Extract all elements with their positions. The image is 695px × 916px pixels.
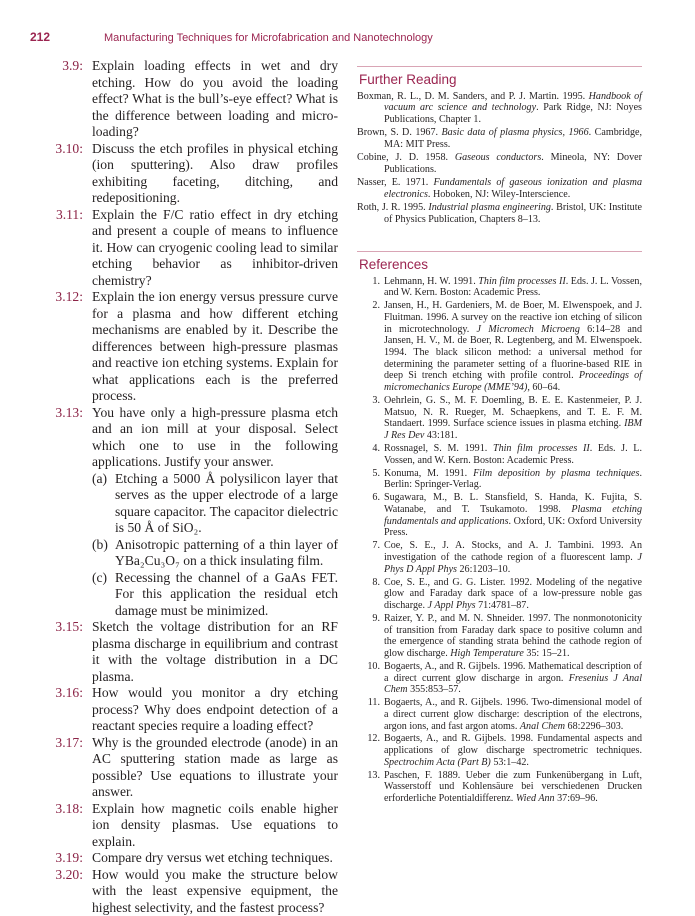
citation-text: 37:69–96. bbox=[555, 793, 598, 804]
citation-text: Coe, S. E., and G. G. Lister. 1992. Modeling of the negative glow and Faraday dark space of a low-pressure noble gas discharge. bbox=[384, 577, 642, 611]
further-reading-entry bbox=[357, 177, 642, 200]
question-item bbox=[44, 405, 338, 620]
citation-text: 355:853–57. bbox=[408, 684, 461, 695]
reference-text bbox=[384, 300, 642, 394]
references-list bbox=[357, 276, 642, 805]
citation-text: Brown, S. D. 1967. bbox=[357, 127, 442, 138]
reference-entry bbox=[357, 300, 642, 394]
question-subitem bbox=[92, 537, 338, 570]
further-reading-entry bbox=[357, 127, 642, 150]
citation-text: Cobine, J. D. 1958. bbox=[357, 152, 455, 163]
reference-number: 10. bbox=[357, 661, 384, 696]
reference-number: 13. bbox=[357, 770, 384, 805]
citation-text: Bogaerts, A., and R. Gijbels. 1996. Mathematical description of a direct current glow discharge in argon. bbox=[384, 661, 642, 684]
question-number: 3.13: bbox=[44, 405, 92, 620]
question-body bbox=[92, 207, 338, 290]
question-item bbox=[44, 801, 338, 851]
citation-text: Lehmann, H. W. 1991. bbox=[384, 276, 478, 287]
question-number: 3.12: bbox=[44, 289, 92, 405]
citation-text: Bogaerts, A., and R. Gijbels. 1998. Fundamental aspects and applications of glow discharge spectrometric techniques. bbox=[384, 733, 642, 756]
subitem-label: (b) bbox=[92, 537, 115, 570]
further-reading-heading: Further Reading bbox=[359, 74, 642, 86]
citation-text: 26:1203–10. bbox=[457, 564, 510, 575]
reference-text bbox=[384, 540, 642, 575]
citation-text: Raizer, Y. P., and M. N. Shneider. 1997. The nonmonotonicity of transition from Faraday dark space to positive column and the emergence of standing strata behind the cathode region of glow discharge. bbox=[384, 613, 642, 659]
citation-text: . Eds. J. L. Vossen, and W. Kern. Boston: Academic Press. bbox=[384, 276, 642, 299]
citation-text: 68:2296–303. bbox=[565, 721, 623, 732]
reference-number: 11. bbox=[357, 697, 384, 732]
question-number: 3.18: bbox=[44, 801, 92, 851]
citation-text: . Cambridge, MA: MIT Press. bbox=[384, 127, 642, 150]
citation-text: , 60–64. bbox=[527, 382, 560, 393]
question-body bbox=[92, 801, 338, 851]
reference-number: 12. bbox=[357, 733, 384, 768]
question-item bbox=[44, 207, 338, 290]
citation-text: Oehrlein, G. S., M. F. Doemling, B. E. E. Kastenmeier, P. J. Matsuo, N. R. Rueger, M. Schaepkens, and T. E. F. M. Standaert. 1999. Surface science issues in plasma etching. bbox=[384, 395, 642, 429]
subitem-label: (a) bbox=[92, 471, 115, 537]
publication-title: J Phys D Appl Phys bbox=[384, 552, 642, 575]
reference-text bbox=[384, 697, 642, 732]
reference-entry bbox=[357, 577, 642, 612]
question-number: 3.9: bbox=[44, 58, 92, 141]
running-header bbox=[30, 30, 433, 44]
reference-entry bbox=[357, 540, 642, 575]
citation-text: Sugawara, M., B. L. Stansfield, S. Handa, K. Fujita, S. Watanabe, and T. Tsukamoto. 1998. bbox=[384, 492, 642, 515]
further-reading-entry bbox=[357, 152, 642, 175]
citation-text: 43:181. bbox=[424, 430, 457, 441]
reference-number: 9. bbox=[357, 613, 384, 660]
citation-text: . Hoboken, NJ: Wiley-Interscience. bbox=[428, 189, 570, 200]
citation-text: 71:4781–87. bbox=[476, 600, 529, 611]
publication-title: Wied Ann bbox=[516, 793, 555, 804]
subitem-text: Recessing the channel of a GaAs FET. For this application the residual etch damage must be minimized. bbox=[115, 570, 338, 620]
publication-title: Fresenius J Anal Chem bbox=[384, 673, 642, 696]
question-text: How would you make the structure below with the least expensive equipment, the highest selectivity, and the fastest process? bbox=[92, 867, 338, 916]
question-body bbox=[92, 735, 338, 801]
reference-text bbox=[384, 661, 642, 696]
question-item bbox=[44, 867, 338, 916]
citation-text: Paschen, F. 1889. Ueber die zum Funkenübergang in Luft, Wasserstoff und Kohlensäure bei verschiedenen Drucken erforderliche Potentialdifferenz. bbox=[384, 770, 642, 804]
reference-entry bbox=[357, 697, 642, 732]
reference-text bbox=[384, 577, 642, 612]
question-number: 3.16: bbox=[44, 685, 92, 735]
publication-title: J Micromech Microeng bbox=[477, 324, 580, 335]
reference-number: 7. bbox=[357, 540, 384, 575]
publication-title: Fundamentals of gaseous ionization and plasma electronics bbox=[384, 177, 642, 200]
question-number: 3.17: bbox=[44, 735, 92, 801]
reference-entry bbox=[357, 443, 642, 466]
publication-title: Spectrochim Acta (Part B) bbox=[384, 757, 491, 768]
question-number: 3.20: bbox=[44, 867, 92, 916]
reference-text bbox=[384, 492, 642, 539]
question-item bbox=[44, 850, 338, 867]
reference-number: 2. bbox=[357, 300, 384, 394]
right-column bbox=[357, 66, 642, 806]
page-number: 212 bbox=[30, 30, 104, 44]
question-body bbox=[92, 685, 338, 735]
citation-text: . Park Ridge, NJ: Noyes Publications, Chapter 1. bbox=[384, 102, 642, 125]
question-item bbox=[44, 735, 338, 801]
question-item bbox=[44, 685, 338, 735]
question-body bbox=[92, 289, 338, 405]
further-reading-entry bbox=[357, 202, 642, 225]
question-subitem bbox=[92, 570, 338, 620]
reference-entry bbox=[357, 661, 642, 696]
citation-text: Coe, S. E., J. A. Stocks, and A. J. Tambini. 1993. An investigation of the cathode region of a fluorescent lamp. bbox=[384, 540, 642, 563]
citation-text: . Bristol, UK: Institute of Physics Publication, Chapters 8–13. bbox=[384, 202, 642, 225]
question-body bbox=[92, 58, 338, 141]
question-number: 3.19: bbox=[44, 850, 92, 867]
citation-text: Konuma, M. 1991. bbox=[384, 468, 473, 479]
question-item bbox=[44, 619, 338, 685]
reference-text bbox=[384, 468, 642, 491]
question-body bbox=[92, 141, 338, 207]
citation-text: Bogaerts, A., and R. Gijbels. 1996. Two-dimensional model of a direct current glow discharge: description of the electrons, argon ions, and fast argon atoms. bbox=[384, 697, 642, 731]
publication-title: IBM J Res Dev bbox=[384, 418, 642, 441]
reference-text bbox=[384, 276, 642, 299]
exercise-questions bbox=[44, 58, 338, 916]
question-text: You have only a high-pressure plasma etch and an ion mill at your disposal. Select which one to use in the following applications. Justify your answer. bbox=[92, 405, 338, 471]
citation-text: Jansen, H., H. Gardeniers, M. de Boer, M. Elwenspoek, and J. Fluitman. 1996. A survey on the reactive ion etching of silicon in microtechnology. bbox=[384, 300, 642, 334]
question-text: Sketch the voltage distribution for an RF plasma discharge in equilibrium and contrast it with the voltage distribution in a DC plasma. bbox=[92, 619, 338, 685]
section-divider bbox=[357, 66, 642, 67]
citation-text: . Berlin: Springer-Verlag. bbox=[384, 468, 642, 491]
publication-title: Thin film processes II bbox=[493, 443, 590, 454]
question-text: Discuss the etch profiles in physical etching (ion sputtering). Also draw profiles exhibiting faceting, ditching, and redepositioning. bbox=[92, 141, 338, 207]
citation-text: 6:14–28 and Jansen, H. V., M. de Boer, R. Legtenberg, and M. Elwenspoek. 1994. The black silicon method: a universal method for determining the parameter setting of a fluorine-based RIE in deep Si trench etching with profile control. bbox=[384, 324, 642, 382]
citation-text: 35: 15–21. bbox=[524, 648, 570, 659]
citation-text: Boxman, R. L., D. M. Sanders, and P. J. Martin. 1995. bbox=[357, 91, 589, 102]
publication-title: Thin film processes II bbox=[478, 276, 565, 287]
reference-text bbox=[384, 613, 642, 660]
question-body bbox=[92, 619, 338, 685]
subitem-text: Anisotropic patterning of a thin layer of YBa₂Cu₃O₇ on a thick insulating film. bbox=[115, 537, 338, 570]
citation-text: 53:1–42. bbox=[491, 757, 529, 768]
publication-title: Anal Chem bbox=[520, 721, 565, 732]
question-subitem bbox=[92, 471, 338, 537]
reference-entry bbox=[357, 492, 642, 539]
reference-number: 1. bbox=[357, 276, 384, 299]
further-reading-entry bbox=[357, 91, 642, 126]
reference-number: 3. bbox=[357, 395, 384, 442]
reference-number: 8. bbox=[357, 577, 384, 612]
publication-title: Gaseous conductors bbox=[455, 152, 541, 163]
references-heading: References bbox=[359, 259, 642, 271]
reference-text bbox=[384, 443, 642, 466]
reference-entry bbox=[357, 395, 642, 442]
question-body bbox=[92, 405, 338, 620]
question-number: 3.10: bbox=[44, 141, 92, 207]
reference-text bbox=[384, 770, 642, 805]
section-divider bbox=[357, 251, 642, 252]
reference-entry bbox=[357, 770, 642, 805]
question-text: Explain loading effects in wet and dry etching. How do you avoid the loading effect? What is the bull’s-eye effect? What is the difference between loading and micro-loading? bbox=[92, 58, 338, 141]
reference-entry bbox=[357, 468, 642, 491]
question-text: Compare dry versus wet etching techniques. bbox=[92, 850, 338, 867]
question-text: How would you monitor a dry etching process? Why does endpoint detection of a reactant species require a loading effect? bbox=[92, 685, 338, 735]
publication-title: Industrial plasma engineering bbox=[428, 202, 551, 213]
question-item bbox=[44, 289, 338, 405]
publication-title: Proceedings of micromechanics Europe (MME’94) bbox=[384, 370, 642, 393]
question-item bbox=[44, 141, 338, 207]
publication-title: High Temperature bbox=[450, 648, 524, 659]
question-number: 3.15: bbox=[44, 619, 92, 685]
reference-number: 6. bbox=[357, 492, 384, 539]
publication-title: Basic data of plasma physics, 1966 bbox=[442, 127, 589, 138]
subitem-label: (c) bbox=[92, 570, 115, 620]
citation-text: . Mineola, NY: Dover Publications. bbox=[384, 152, 642, 175]
publication-title: Plasma etching fundamentals and applications bbox=[384, 504, 642, 527]
reference-entry bbox=[357, 733, 642, 768]
publication-title: Film deposition by plasma techniques bbox=[473, 468, 639, 479]
question-item bbox=[44, 58, 338, 141]
publication-title: J Appl Phys bbox=[428, 600, 476, 611]
citation-text: Rossnagel, S. M. 1991. bbox=[384, 443, 493, 454]
question-text: Explain the F/C ratio effect in dry etching and present a couple of means to influence it. How can cryogenic cooling lead to similar etching behavior as inhibitor-driven chemistry? bbox=[92, 207, 338, 290]
reference-entry bbox=[357, 276, 642, 299]
reference-number: 5. bbox=[357, 468, 384, 491]
book-title: Manufacturing Techniques for Microfabrication and Nanotechnology bbox=[104, 32, 433, 44]
question-text: Why is the grounded electrode (anode) in an AC sputtering station made as large as possible? Use equations to illustrate your answer. bbox=[92, 735, 338, 801]
reference-text bbox=[384, 395, 642, 442]
citation-text: Roth, J. R. 1995. bbox=[357, 202, 428, 213]
question-body bbox=[92, 850, 338, 867]
further-reading-list bbox=[357, 91, 642, 226]
question-text: Explain the ion energy versus pressure curve for a plasma and how different etching mechanisms are enabled by it. Describe the differences between high-pressure plasmas and reactive ion etching systems. Explain for what applications each is the preferred process. bbox=[92, 289, 338, 405]
question-number: 3.11: bbox=[44, 207, 92, 290]
citation-text: . Eds. J. L. Vossen, and W. Kern. Boston: Academic Press. bbox=[384, 443, 642, 466]
subitem-text: Etching a 5000 Å polysilicon layer that serves as the upper electrode of a large square capacitor. The capacitor dielectric is 50 Å of SiO₂. bbox=[115, 471, 338, 537]
publication-title: Handbook of vacuum arc science and technology bbox=[384, 91, 642, 114]
reference-entry bbox=[357, 613, 642, 660]
citation-text: . Oxford, UK: Oxford University Press. bbox=[384, 516, 642, 539]
question-body bbox=[92, 867, 338, 916]
reference-text bbox=[384, 733, 642, 768]
citation-text: Nasser, E. 1971. bbox=[357, 177, 433, 188]
question-text: Explain how magnetic coils enable higher ion density plasmas. Use equations to explain. bbox=[92, 801, 338, 851]
reference-number: 4. bbox=[357, 443, 384, 466]
